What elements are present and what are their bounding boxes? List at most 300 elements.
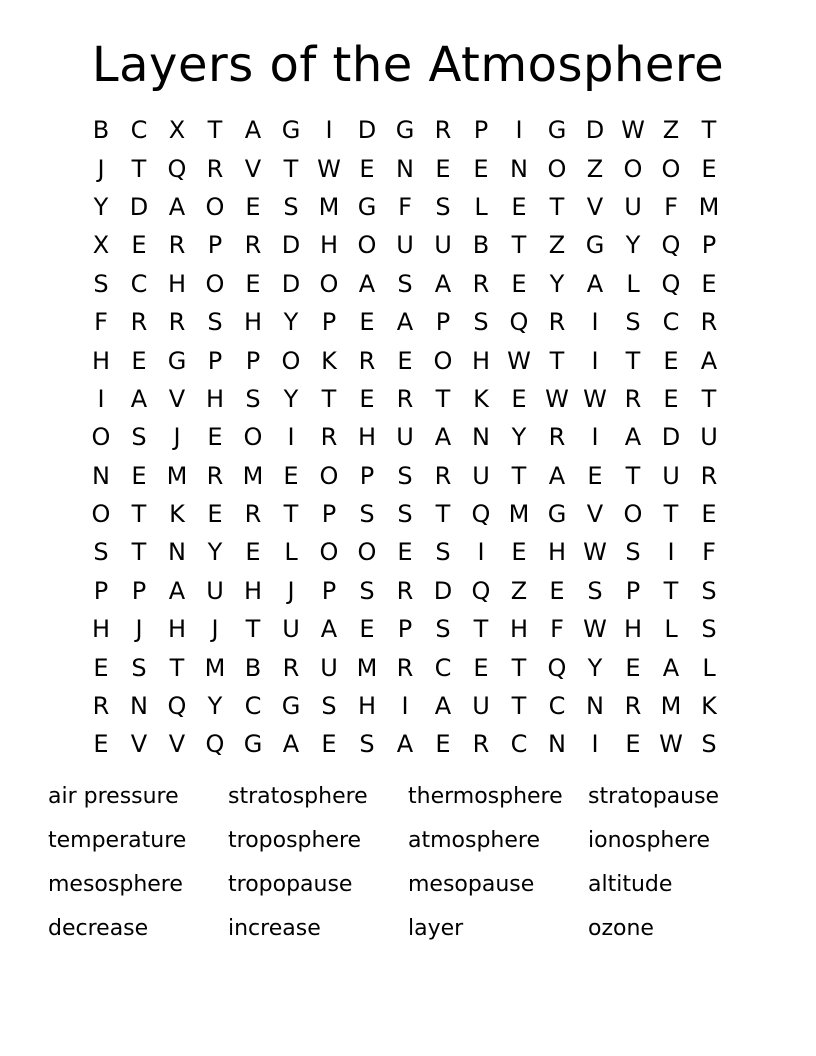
grid-letter: E [131,231,147,260]
grid-letter: C [130,269,148,298]
grid-letter: D [357,116,377,145]
grid-letter: W [621,116,645,145]
grid-letter: O [433,346,453,375]
grid-letter: P [207,231,223,260]
word-list-item: troposphere [228,828,362,853]
grid-letter: U [282,615,300,644]
word-list-item: ozone [588,916,654,941]
grid-letter: L [702,653,716,682]
grid-letter: L [474,192,488,221]
word-list-item: decrease [48,916,149,941]
grid-letter: A [434,269,452,298]
grid-letter: X [92,231,110,260]
grid-letter: T [435,384,451,413]
grid-letter: A [624,423,642,452]
grid-letter: H [243,576,263,605]
grid-letter: U [700,423,718,452]
grid-letter: U [624,192,642,221]
grid-letter: A [130,384,148,413]
grid-letter: E [93,730,109,759]
grid-letter: S [359,730,375,759]
grid-letter: Y [549,269,565,298]
grid-letter: E [283,461,299,490]
grid-letter: T [321,384,337,413]
grid-letter: E [701,500,717,529]
grid-letter: B [92,116,110,145]
grid-letter: T [283,500,299,529]
grid-letter: Z [662,116,680,145]
grid-letter: T [207,116,223,145]
grid-row [82,495,728,533]
grid-letter: T [511,653,527,682]
grid-letter: T [131,154,147,183]
grid-letter: D [129,192,149,221]
grid-row [82,648,728,686]
grid-letter: S [359,500,375,529]
grid-letter: X [168,116,186,145]
grid-letter: E [397,346,413,375]
grid-letter: W [507,346,531,375]
grid-letter: R [168,231,186,260]
grid-letter: N [92,461,110,490]
grid-letter: E [473,653,489,682]
grid-letter: E [245,192,261,221]
word-list-item: tropopause [228,872,353,897]
grid-letter: M [166,461,188,490]
word-list-item: thermosphere [408,784,563,809]
grid-letter: A [320,615,338,644]
grid-letter: R [396,384,414,413]
grid-letter: T [663,500,679,529]
grid-letter: R [168,308,186,337]
grid-letter: P [473,116,489,145]
word-list-item: temperature [48,828,187,853]
grid-letter: E [663,346,679,375]
grid-letter: F [702,538,716,567]
grid-letter: R [282,653,300,682]
grid-letter: R [548,308,566,337]
grid-letter: Q [471,500,491,529]
grid-letter: E [511,384,527,413]
grid-letter: S [701,615,717,644]
grid-letter: P [245,346,261,375]
grid-letter: G [167,346,187,375]
grid-letter: Q [167,692,187,721]
grid-letter: U [396,231,414,260]
word-list-item: stratopause [588,784,720,809]
grid-letter: L [664,615,678,644]
grid-letter: H [471,346,491,375]
grid-letter: M [356,653,378,682]
grid-letter: Y [587,653,603,682]
grid-letter: S [245,384,261,413]
grid-row [82,303,728,341]
grid-letter: U [206,576,224,605]
grid-row [82,188,728,226]
grid-letter: A [282,730,300,759]
grid-letter: C [662,308,680,337]
grid-row [82,418,728,456]
grid-letter: P [701,231,717,260]
grid-letter: Z [510,576,528,605]
grid-letter: H [205,384,225,413]
grid-letter: T [511,461,527,490]
grid-letter: A [434,423,452,452]
grid-letter: Y [93,192,109,221]
grid-letter: R [206,461,224,490]
grid-letter: S [93,269,109,298]
grid-letter: B [472,231,490,260]
grid-letter: Q [661,231,681,260]
grid-letter: E [549,576,565,605]
grid-letter: H [91,346,111,375]
grid-letter: G [281,116,301,145]
grid-letter: C [510,730,528,759]
grid-letter: R [92,692,110,721]
grid-letter: R [244,231,262,260]
grid-letter: I [477,538,485,567]
grid-letter: E [359,615,375,644]
grid-row [82,149,728,187]
grid-letter: Q [205,730,225,759]
grid-letter: E [701,154,717,183]
grid-letter: O [357,538,377,567]
grid-letter: V [130,730,148,759]
grid-letter: W [317,154,341,183]
grid-letter: C [244,692,262,721]
grid-letter: D [281,231,301,260]
grid-letter: T [245,615,261,644]
grid-letter: A [662,653,680,682]
grid-letter: H [91,615,111,644]
grid-letter: T [625,346,641,375]
grid-letter: P [207,346,223,375]
grid-letter: H [623,615,643,644]
grid-letter: P [321,308,337,337]
grid-letter: I [401,692,409,721]
word-list-item: layer [408,916,464,941]
grid-letter: H [357,692,377,721]
grid-letter: O [91,423,111,452]
grid-row [82,610,728,648]
grid-letter: S [283,192,299,221]
grid-letter: Y [283,384,299,413]
grid-letter: I [591,308,599,337]
grid-letter: S [93,538,109,567]
grid-row [82,265,728,303]
word-list-item: atmosphere [408,828,540,853]
grid-letter: L [626,269,640,298]
grid-letter: C [434,653,452,682]
grid-letter: H [547,538,567,567]
grid-letter: J [135,615,143,644]
grid-letter: R [244,500,262,529]
grid-row [82,687,728,725]
grid-letter: E [131,461,147,490]
grid-letter: Y [511,423,527,452]
grid-row [82,533,728,571]
grid-letter: V [244,154,262,183]
grid-letter: O [281,346,301,375]
grid-letter: R [206,154,224,183]
grid-letter: E [207,500,223,529]
grid-letter: Y [207,692,223,721]
grid-letter: I [287,423,295,452]
grid-letter: M [242,461,264,490]
grid-letter: O [319,461,339,490]
grid-letter: P [131,576,147,605]
grid-letter: G [357,192,377,221]
grid-letter: A [168,576,186,605]
grid-letter: G [547,500,567,529]
grid-letter: E [207,423,223,452]
grid-letter: T [283,154,299,183]
grid-letter: R [130,308,148,337]
grid-letter: H [357,423,377,452]
grid-letter: R [358,346,376,375]
grid-letter: N [472,423,490,452]
grid-letter: C [548,692,566,721]
grid-letter: D [661,423,681,452]
grid-letter: T [663,576,679,605]
grid-letter: G [547,116,567,145]
grid-letter: P [397,615,413,644]
grid-letter: T [701,116,717,145]
grid-letter: I [325,116,333,145]
grid-letter: O [623,500,643,529]
grid-letter: O [661,154,681,183]
grid-letter: A [396,730,414,759]
word-list-item: mesopause [408,872,535,897]
grid-letter: U [472,692,490,721]
grid-letter: Z [586,154,604,183]
grid-letter: T [549,346,565,375]
grid-letter: E [397,538,413,567]
grid-letter: O [319,269,339,298]
grid-letter: Q [509,308,529,337]
grid-letter: E [511,269,527,298]
grid-letter: E [245,269,261,298]
grid-letter: I [591,346,599,375]
grid-letter: T [625,461,641,490]
grid-letter: I [97,384,105,413]
grid-letter: E [473,154,489,183]
grid-letter: R [700,308,718,337]
grid-letter: L [284,538,298,567]
grid-letter: D [433,576,453,605]
grid-letter: U [320,653,338,682]
grid-letter: E [359,308,375,337]
grid-letter: A [548,461,566,490]
grid-letter: S [587,576,603,605]
grid-letter: E [435,730,451,759]
grid-letter: Y [625,231,641,260]
grid-letter: S [397,269,413,298]
grid-letter: N [396,154,414,183]
grid-letter: O [319,538,339,567]
grid-letter: E [321,730,337,759]
grid-letter: S [131,423,147,452]
grid-letter: W [545,384,569,413]
grid-letter: F [398,192,412,221]
grid-letter: F [664,192,678,221]
grid-letter: T [131,500,147,529]
grid-letter: U [472,461,490,490]
grid-letter: D [281,269,301,298]
grid-letter: O [357,231,377,260]
grid-letter: Z [548,231,566,260]
grid-letter: E [663,384,679,413]
grid-letter: Q [547,653,567,682]
grid-letter: T [511,231,527,260]
grid-letter: Y [283,308,299,337]
grid-letter: R [624,384,642,413]
grid-letter: M [204,653,226,682]
grid-letter: M [318,192,340,221]
grid-letter: R [700,461,718,490]
grid-letter: J [173,423,181,452]
grid-letter: S [625,308,641,337]
grid-letter: V [168,384,186,413]
grid-letter: S [701,576,717,605]
grid-letter: P [625,576,641,605]
page-title: Layers of the Atmosphere [91,37,725,93]
grid-letter: E [625,653,641,682]
grid-letter: B [244,653,262,682]
grid-letter: E [359,154,375,183]
grid-letter: N [586,692,604,721]
grid-letter: O [547,154,567,183]
grid-letter: Q [661,269,681,298]
grid-letter: R [472,730,490,759]
grid-letter: R [434,116,452,145]
grid-letter: S [435,192,451,221]
grid-letter: E [511,538,527,567]
grid-letter: O [205,269,225,298]
grid-letter: T [131,538,147,567]
word-list-item: air pressure [48,784,179,809]
grid-letter: R [548,423,566,452]
word-list-item: altitude [588,872,673,897]
grid-letter: I [591,423,599,452]
grid-letter: U [434,231,452,260]
word-list-item: ionosphere [588,828,710,853]
grid-letter: S [435,615,451,644]
grid-letter: E [701,269,717,298]
grid-letter: A [434,692,452,721]
grid-letter: R [472,269,490,298]
grid-letter: N [510,154,528,183]
grid-letter: K [473,384,489,413]
grid-letter: P [93,576,109,605]
grid-row [82,380,728,418]
grid-letter: W [659,730,683,759]
grid-letter: I [591,730,599,759]
grid-letter: O [243,423,263,452]
grid-letter: T [511,692,527,721]
grid-letter: U [662,461,680,490]
grid-letter: H [243,308,263,337]
grid-letter: M [508,500,530,529]
grid-letter: K [701,692,717,721]
grid-letter: Q [167,154,187,183]
grid-letter: E [587,461,603,490]
grid-letter: O [91,500,111,529]
grid-letter: E [625,730,641,759]
grid-letter: I [667,538,675,567]
grid-letter: M [698,192,720,221]
grid-letter: A [700,346,718,375]
grid-letter: F [94,308,108,337]
grid-row [82,226,728,264]
grid-letter: J [287,576,295,605]
grid-letter: S [397,500,413,529]
grid-letter: S [473,308,489,337]
grid-letter: P [321,500,337,529]
grid-letter: T [549,192,565,221]
grid-letter: H [167,615,187,644]
grid-letter: S [321,692,337,721]
grid-letter: W [583,615,607,644]
grid-letter: R [320,423,338,452]
grid-letter: S [397,461,413,490]
grid-letter: N [168,538,186,567]
grid-letter: U [396,423,414,452]
grid-letter: N [548,730,566,759]
grid-letter: A [586,269,604,298]
grid-letter: E [359,384,375,413]
grid-letter: V [586,192,604,221]
grid-letter: P [321,576,337,605]
grid-letter: H [167,269,187,298]
grid-letter: H [509,615,529,644]
grid-letter: A [358,269,376,298]
grid-letter: O [623,154,643,183]
grid-letter: Q [471,576,491,605]
word-list-item: stratosphere [228,784,368,809]
grid-letter: S [625,538,641,567]
grid-letter: D [585,116,605,145]
grid-letter: J [97,154,105,183]
word-list [48,778,768,954]
grid-letter: G [395,116,415,145]
grid-letter: R [624,692,642,721]
grid-row [82,111,728,149]
grid-row [82,725,728,763]
grid-row [82,457,728,495]
grid-letter: V [586,500,604,529]
grid-letter: T [473,615,489,644]
grid-letter: R [396,653,414,682]
grid-row [82,572,728,610]
grid-letter: E [93,653,109,682]
grid-letter: S [359,576,375,605]
grid-letter: K [321,346,337,375]
grid-letter: W [583,384,607,413]
grid-letter: M [660,692,682,721]
grid-letter: G [585,231,605,260]
word-list-item: increase [228,916,321,941]
grid-letter: W [583,538,607,567]
grid-letter: E [511,192,527,221]
grid-letter: H [319,231,339,260]
grid-letter: S [207,308,223,337]
grid-letter: C [130,116,148,145]
grid-row [82,341,728,379]
grid-letter: T [701,384,717,413]
grid-letter: E [245,538,261,567]
grid-letter: K [169,500,185,529]
